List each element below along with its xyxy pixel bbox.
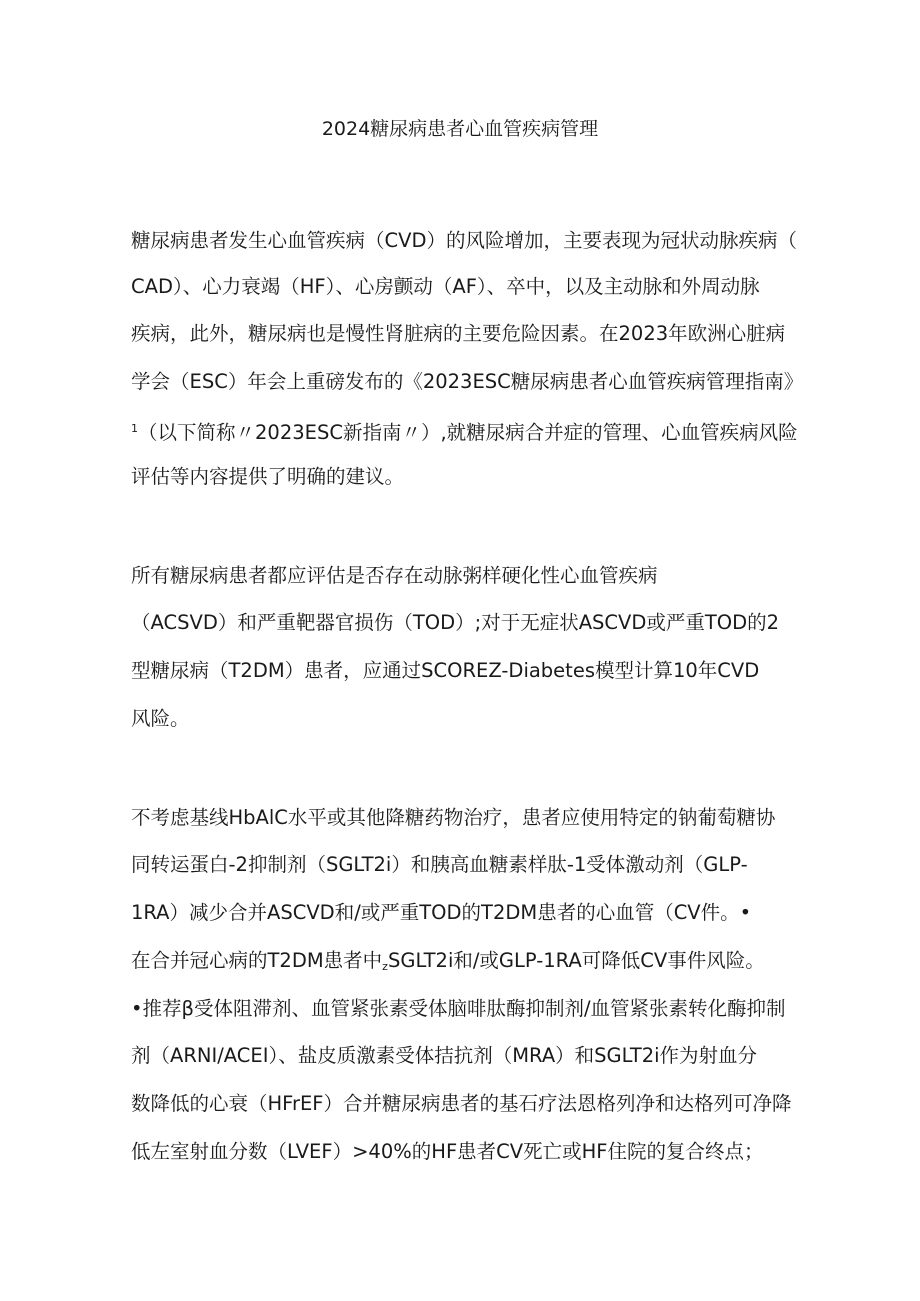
p2-line-4: 风险。 xyxy=(131,707,190,730)
p1-line-5 xyxy=(131,414,798,448)
p3-line-4-a: 在合并冠心病的T2DM患者中 xyxy=(131,949,383,972)
p3-line-4-b: SGLT2i和/或GLP-1RA可降低CV事件风险。 xyxy=(387,949,765,972)
p3-line-5: •推荐β受体阻滞剂、血管紧张素受体脑啡肽酶抑制剂/血管紧张素转化酶抑制 xyxy=(131,997,786,1020)
p1-line-6: 评估等内容提供了明确的建议。 xyxy=(131,465,405,488)
p3-line-8: 低左室射血分数（LVEF）>40%的HF患者CV死亡或HF住院的复合终点； xyxy=(131,1140,764,1163)
p2-line-1: 所有糖尿病患者都应评估是否存在动脉粥样硬化性心血管疾病 xyxy=(131,564,658,587)
p2-line-2: （ACSVD）和严重靶器官损伤（TOD）;对于无症状ASCVD或严重TOD的2 xyxy=(131,611,780,634)
p1-line-1: 糖尿病患者发生心血管疾病（CVD）的风险增加，主要表现为冠状动脉疾病（ xyxy=(131,229,797,252)
p3-line-4 xyxy=(131,946,765,982)
p1-line-4: 学会（ESC）年会上重磅发布的《2023ESC糖尿病患者心血管疾病管理指南》 xyxy=(131,370,804,393)
p1-line-3: 疾病，此外，糖尿病也是慢性肾脏病的主要危险因素。在2023年欧洲心脏病 xyxy=(131,322,786,345)
p3-line-4-sub: z xyxy=(382,960,388,973)
p3-line-3: 1RA）减少合并ASCVD和/或严重TOD的T2DM患者的心血管（CV件。• xyxy=(131,901,752,924)
p1-line-2: CAD）、心力衰竭（HF）、心房颤动（AF）、卒中，以及主动脉和外周动脉 xyxy=(131,275,760,298)
document-title: 2024糖尿病患者心血管疾病管理 xyxy=(321,118,599,140)
p3-line-6: 剂（ARNI/ACEI）、盐皮质激素受体拮抗剂（MRA）和SGLT2i作为射血分 xyxy=(131,1044,758,1067)
p3-line-1: 不考虑基线HbAlC水平或其他降糖药物治疗，患者应使用特定的钠葡萄糖协 xyxy=(131,806,776,829)
p2-line-3: 型糖尿病（T2DM）患者，应通过SCOREZ-Diabetes模型计算10年CVD xyxy=(131,659,760,682)
p1-line-5-text: （以下简称〃2023ESC新指南〃）,就糖尿病合并症的管理、心血管疾病风险 xyxy=(138,421,798,444)
footnote-marker: 1 xyxy=(131,422,138,435)
p3-line-2: 同转运蛋白-2抑制剂（SGLT2i）和胰高血糖素样肽-1受体激动剂（GLP- xyxy=(131,853,748,876)
p3-line-7: 数降低的心衰（HFrEF）合并糖尿病患者的基石疗法恩格列净和达格列可净降 xyxy=(131,1092,792,1115)
